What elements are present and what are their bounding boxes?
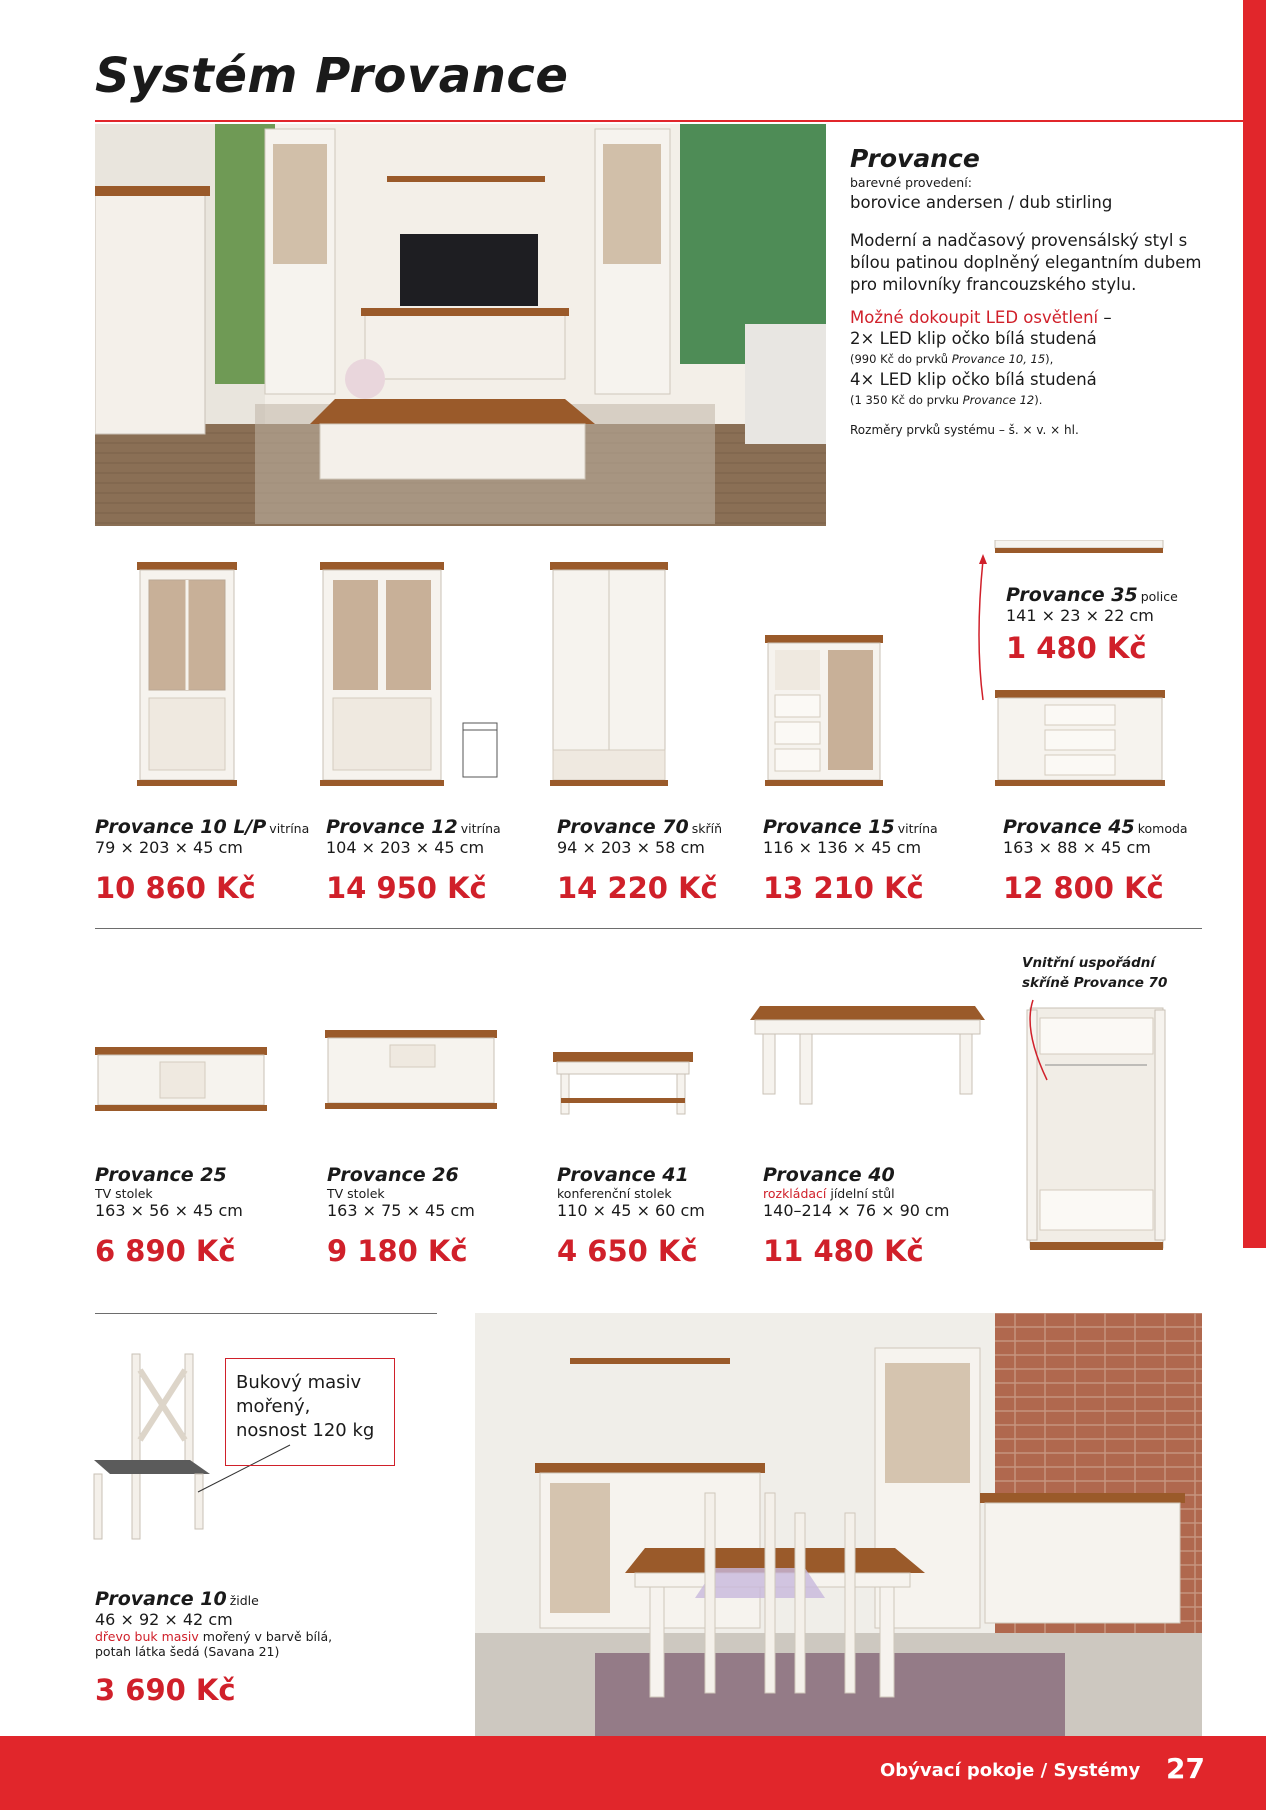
provance-10-info [95, 1588, 332, 1707]
led-clip-icon [463, 723, 497, 777]
living-room-photo [95, 124, 826, 526]
provance-15-name [763, 816, 938, 838]
provance-41-info [557, 1164, 705, 1268]
provance-70-type: skříň [691, 821, 722, 836]
provance-25-dimensions: 163 × 56 × 45 cm [95, 1201, 243, 1220]
provance-35-info [1006, 584, 1178, 665]
provance-10lp-info [95, 816, 309, 905]
color-label: barevné provedení: [850, 175, 972, 190]
provance-25-image [95, 1047, 267, 1111]
provance-10-type: židle [229, 1593, 259, 1608]
provance-70-info [557, 816, 722, 905]
dimensions-note: Rozměry prvků systému – š. × v. × hl. [850, 423, 1079, 437]
provance-41-image [553, 1052, 693, 1114]
callout-line-1: Bukový masiv [236, 1372, 362, 1393]
provance-40-name: Provance 40 [763, 1164, 895, 1186]
provance-70-image [550, 562, 668, 786]
living-room-illustration [95, 124, 826, 526]
provance-10-price: 3 690 Kč [95, 1673, 236, 1707]
system-description: Moderní a nadčasový provensálský styl s bílou patinou doplněný elegantním dubem pro milovníky francouzského stylu. [850, 231, 1202, 294]
provance-26-type: TV stolek [327, 1186, 385, 1201]
system-name: Provance [850, 144, 980, 173]
provance-10lp-title: Provance 10 L/P [95, 816, 267, 838]
provance-26-image [325, 1030, 497, 1109]
provance-35-image [995, 540, 1163, 553]
provance-25-info [95, 1164, 243, 1268]
provance-40-price: 11 480 Kč [763, 1234, 924, 1268]
provance-10lp-price: 10 860 Kč [95, 871, 256, 905]
provance-15-price: 13 210 Kč [763, 871, 924, 905]
provance-12-name [326, 816, 501, 838]
chair-section-divider [95, 1313, 437, 1314]
provance-10lp-image [137, 562, 237, 786]
provance-70-interior-image [1027, 1000, 1165, 1250]
footer-section: Obývací pokoje / Systémy [880, 1760, 1141, 1781]
provance-15-info [763, 816, 938, 905]
provance-12-dimensions: 104 × 203 × 45 cm [326, 838, 485, 857]
provance-70-dimensions: 94 × 203 × 58 cm [557, 838, 705, 857]
led-note-1 [850, 352, 1220, 366]
provance-40-image [750, 1006, 985, 1104]
system-info [850, 144, 1220, 437]
provance-10-upholstery: potah látka šedá (Savana 21) [95, 1644, 280, 1659]
provance-25-type: TV stolek [95, 1186, 153, 1201]
led-note-1-items: Provance 10, 15 [951, 352, 1046, 366]
provance-12-title: Provance 12 [326, 816, 458, 838]
provance-45-price: 12 800 Kč [1003, 871, 1164, 905]
provance-10-dimensions: 46 × 92 × 42 cm [95, 1610, 233, 1629]
provance-70-name [557, 816, 722, 838]
provance-12-price: 14 950 Kč [326, 871, 487, 905]
led-option-1: 2× LED klip očko bílá studená [850, 329, 1097, 348]
side-accent-bar [1243, 0, 1266, 1248]
provance-26-info [327, 1164, 475, 1268]
provance-10-material [95, 1629, 332, 1644]
provance-10lp-name [95, 816, 309, 838]
product-row-1-illustrations [95, 540, 1195, 800]
led-note-2-b: ). [1034, 393, 1043, 407]
provance-40-info [763, 1164, 949, 1268]
provance-45-type: komoda [1137, 821, 1188, 836]
provance-12-image [320, 562, 444, 786]
provance-15-type: vitrína [897, 821, 938, 836]
provance-35-title: Provance 35 [1006, 584, 1138, 606]
led-heading-dash: – [1098, 308, 1112, 327]
provance-40-dimensions: 140–214 × 76 × 90 cm [763, 1201, 950, 1220]
dining-room-photo [475, 1313, 1202, 1736]
led-note-1-b: ), [1045, 352, 1054, 366]
provance-25-price: 6 890 Kč [95, 1234, 236, 1268]
color-value: borovice andersen / dub stirling [850, 193, 1113, 212]
provance-35-type: police [1140, 589, 1178, 604]
interior-note-line-2: skříně Provance 70 [1022, 975, 1168, 991]
provance-41-price: 4 650 Kč [557, 1234, 698, 1268]
callout-line-2: mořený, [236, 1396, 311, 1417]
provance-12-type: vitrína [460, 821, 501, 836]
provance-45-dimensions: 163 × 88 × 45 cm [1003, 838, 1151, 857]
provance-10-name [95, 1588, 332, 1610]
provance-26-price: 9 180 Kč [327, 1234, 468, 1268]
page-title: Systém Provance [95, 48, 569, 104]
row-divider [95, 928, 1202, 929]
callout-line-3: nosnost 120 kg [236, 1420, 375, 1441]
provance-41-type: konferenční stolek [557, 1186, 672, 1201]
provance-70-price: 14 220 Kč [557, 871, 718, 905]
provance-45-title: Provance 45 [1003, 816, 1135, 838]
provance-40-type-rest: jídelní stůl [826, 1186, 895, 1201]
footer-bar [0, 1736, 1266, 1810]
led-note-1-a: (990 Kč do prvků [850, 352, 952, 366]
provance-15-title: Provance 15 [763, 816, 895, 838]
provance-35-dimensions: 141 × 23 × 22 cm [1006, 606, 1154, 625]
title-underline [95, 120, 1243, 122]
interior-note [1022, 953, 1167, 993]
provance-70-title: Provance 70 [557, 816, 689, 838]
provance-35-price: 1 480 Kč [1006, 631, 1147, 665]
provance-10-title: Provance 10 [95, 1588, 227, 1610]
provance-35-name [1006, 584, 1178, 606]
provance-40-type [763, 1186, 949, 1201]
provance-15-dimensions: 116 × 136 × 45 cm [763, 838, 922, 857]
led-heading-red: Možné dokoupit LED osvětlení [850, 308, 1099, 327]
led-note-2 [850, 393, 1220, 407]
led-option-2: 4× LED klip očko bílá studená [850, 370, 1097, 389]
provance-45-image [995, 690, 1165, 786]
material-callout [225, 1358, 395, 1466]
provance-45-name [1003, 816, 1188, 838]
led-note-2-a: (1 350 Kč do prvku [850, 393, 963, 407]
provance-40-type-red: rozkládací [763, 1186, 827, 1201]
provance-26-name: Provance 26 [327, 1164, 459, 1186]
led-note-2-items: Provance 12 [962, 393, 1035, 407]
provance-15-image [765, 635, 883, 786]
dining-room-illustration [475, 1313, 1202, 1736]
provance-25-name: Provance 25 [95, 1164, 227, 1186]
provance-10lp-type: vitrína [269, 821, 310, 836]
provance-12-info [326, 816, 501, 905]
provance-41-dimensions: 110 × 45 × 60 cm [557, 1201, 705, 1220]
provance-45-info [1003, 816, 1188, 905]
provance-10-material-rest: mořený v barvě bílá, [198, 1629, 333, 1644]
led-heading [850, 308, 1220, 327]
provance-41-name: Provance 41 [557, 1164, 689, 1186]
page-number: 27 [1166, 1752, 1205, 1785]
provance-26-dimensions: 163 × 75 × 45 cm [327, 1201, 475, 1220]
provance-10-material-red: dřevo buk masiv [95, 1629, 199, 1644]
interior-note-line-1: Vnitřní uspořádní [1022, 955, 1155, 971]
provance-10lp-dimensions: 79 × 203 × 45 cm [95, 838, 243, 857]
